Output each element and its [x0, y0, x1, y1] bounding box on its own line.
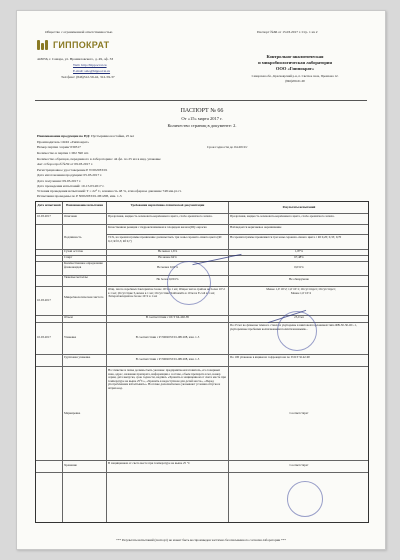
table-cell-req: В соответствии с ОСТ 64-492-85 — [145, 316, 190, 319]
field-test-standard: Испытания проведены по Р N002033/01-081208, изм. 1-5 — [37, 194, 122, 198]
table-cell-name: Описание — [64, 215, 78, 218]
logo-text: ГИППОКРАТ — [53, 40, 110, 50]
field-registration: Регистрационное удостоверение Р N 002033/01 — [37, 168, 108, 172]
table-cell-req: Не менее 0,02% — [157, 266, 178, 269]
table-cell-date: 10.03.2017 — [37, 299, 51, 302]
table-cell-req: Общ. число аэробных бактерий не более 10^4 в 1 мл; Общее число грибов не более 10^2 в 1 мл; Отсутствие S.aureus в 1 мл; Отсутствие Salmonella в 10 мл и E.coli в 1 мл; Энтеробактерий не более 10^2 в 1 мл — [108, 288, 225, 299]
field-received-date: Дата получения: 09.03.2017 г. — [37, 179, 81, 183]
table-cell-name: Микробиологическая чистота — [64, 296, 104, 299]
table-cell-name: Хранение — [64, 464, 77, 467]
table-cell-req: На этикетке и пачке должны быть указаны: предприятие-изготовитель, его товарный знак, адрес, название препарата, информация о составе, объем препарата в мл, номер серии, дата выпуска, срок годности, надпись «Хранить в защищенном от света месте при температуре не выше 25°С», «Хранить в недоступном для детей месте», «Перед употреблением взбалтывать». На пачке дополнительно указывают условия отпуска и штрих-код. — [108, 369, 226, 390]
table-cell-res: Прозрачная, жидкость зеленовато-коричневого цвета, слабо ароматного запаха. — [230, 215, 335, 218]
table-cell-res: Соответствует — [289, 464, 309, 467]
table-cell-res: 1,87% — [295, 250, 303, 253]
table-cell-name: Сухой остаток — [64, 250, 83, 253]
seal-stamp — [287, 481, 323, 517]
table-cell-name: Групповая упаковка — [64, 356, 91, 359]
table-cell-res: По 100 упаковок в ящики из гофрокартона по ГОСТ 9142-90 — [230, 356, 310, 359]
phone-line: Тел/факс: (846)312-59-42, 312-59-37 — [61, 75, 115, 79]
field-sampling-act: Акт отбора проб №59 от 09.03.2017 г. — [37, 162, 93, 166]
field-product: Наименование продукции по НД: Пустырника настойки, 25 мл — [37, 134, 135, 138]
field-expiry: Срок годности до 04.2019 г — [207, 145, 248, 149]
header-date: Дата испытаний — [37, 204, 61, 207]
header-requirements: Требования нормативно-технической документации — [130, 204, 205, 207]
table-cell-res: По 25 мл во флаконы темного стекла и укупорены в винтовой горловиной типа ФВ-30-30-ОС-1, укупоренные пробками колпачковыми полиэтиленовыми... — [230, 324, 357, 331]
field-samples: Количество образцов, переданного в лабораторию: 44 фл. по 25 мл в инд. упаковке — [37, 157, 161, 161]
field-manufacturer: Производитель: ООО «Гиппократ» — [37, 140, 90, 144]
document-date: От «15» марта 2017 г. — [181, 116, 223, 121]
table-cell-req: Не менее 64% — [158, 256, 177, 259]
table-cell-req: В защищенном от света месте при температуре не выше 25 °С — [108, 462, 191, 465]
table-cell-res: Наблюдается коричневое окрашивание — [230, 226, 282, 229]
table-cell-name: Упаковка — [64, 336, 77, 339]
lab-title-line-1: Контрольно-аналитическая — [266, 54, 324, 59]
table-cell-res: Не обнаружено — [288, 278, 310, 281]
field-manufacture-date: Дата изготовления продукции: 05.03.2017 г. — [37, 173, 103, 177]
table-cell-req: Не менее 1,6% — [157, 250, 178, 253]
table-cell-req: ТСХ, на хроматограмме проявление должны быть три зоны серовато-синего цвета (Rf 0,2; Rf 0,3; Rf 0,7) — [108, 236, 222, 243]
lab-title-line-2: и микробиологическая лаборатория — [258, 60, 332, 65]
header-divider — [35, 100, 367, 101]
table-cell-req: В соответствии с Р N002033/01-081208, изм. 1-5 — [135, 336, 200, 339]
table-cell-req: В соответствии с Р N002033/01-081208, изм. 1-5 — [135, 358, 200, 361]
website-link[interactable]: Web: http://hippocrat.ru — [73, 63, 107, 67]
table-cell-res: На хроматограмме проявляются три зоны серовато-синего цвета с Rf 0,20; 0,33; 0,70 — [230, 236, 342, 239]
passport-reference: Паспорт №66 от 15.03.2017 г. Стр. 1 из 2 — [257, 30, 318, 34]
table-cell-res: Соответствует — [289, 412, 309, 415]
company-logo — [37, 39, 115, 51]
table-cell-res: 0,031% — [294, 266, 304, 269]
field-test-conditions: Условия проведения испытаний: Т = 22° С, влажность 48 %, атмосферное давление 748 мм.рт.ст. — [37, 189, 182, 193]
seal-stamp — [167, 261, 211, 305]
field-quantity: Количество в партии 1 002 590 шт. — [37, 151, 89, 155]
table-cell-req: Прозрачная, жидкость зеленовато-коричневого цвета, слабо ароматного запаха. — [108, 215, 213, 218]
field-test-dates: Дата проведения испытаний: 10-15.03.2017 г. — [37, 184, 105, 188]
address-line: 443056, г. Самара, ул. Врошиловского, д. 49, оф. 33 — [37, 57, 114, 61]
passport-document — [16, 10, 386, 550]
table-cell-req: Не более 0,001% — [156, 278, 179, 281]
table-cell-name: Подлинность — [64, 236, 82, 239]
table-cell-name: Тяжелые металлы — [64, 276, 88, 279]
table-cell-date: 10.03.2017 — [37, 215, 51, 218]
table-cell-date: 10.03.2017 — [37, 336, 51, 339]
table-cell-res: 25,0 мл — [294, 316, 304, 319]
table-cell-name: Маркировка — [64, 412, 81, 415]
document-title: ПАСПОРТ № 66 — [180, 108, 224, 114]
header-test-name: Наименование испытания — [65, 204, 104, 207]
logo-icon — [37, 40, 51, 50]
lab-title-line-3: ООО «Гиппократ» — [275, 66, 315, 71]
table-cell-name: Количественное определение флавоноидов — [64, 262, 103, 269]
company-name: Общество с ограниченной ответственностью — [45, 30, 113, 34]
results-table — [35, 201, 369, 523]
header-results: Результаты испытаний — [282, 206, 316, 209]
table-cell-name: Спирт — [64, 256, 73, 259]
table-cell-name: Объем — [64, 316, 73, 319]
lab-address: Самарская обл., Красноярский р-н, п. Светлое поле, Промзона 12. — [251, 74, 339, 78]
table-cell-res: 67,48% — [294, 256, 304, 259]
table-cell-res: Менее 1,0·10^2; 1,0·10^1; Отсутствует; Отсутствует; Менее 1,0·10^2 — [266, 288, 336, 295]
field-batch: Номер партии /серии/ 030317 — [37, 145, 81, 149]
page-count: Количество страниц в документе: 2. — [167, 123, 237, 128]
table-cell-req: Качественная реакция с гидроксиламином и хлоридом железа(III): окраска — [108, 226, 207, 229]
lab-phone: (846)200-01-00 — [285, 79, 305, 83]
document-footer: *** Результаты испытаний (паспорт) не может быть воспроизведен частично без письменного согласия лаборатории *** — [116, 538, 286, 542]
email-link[interactable]: E-mail: sale@hippocrat.ru — [73, 69, 111, 73]
